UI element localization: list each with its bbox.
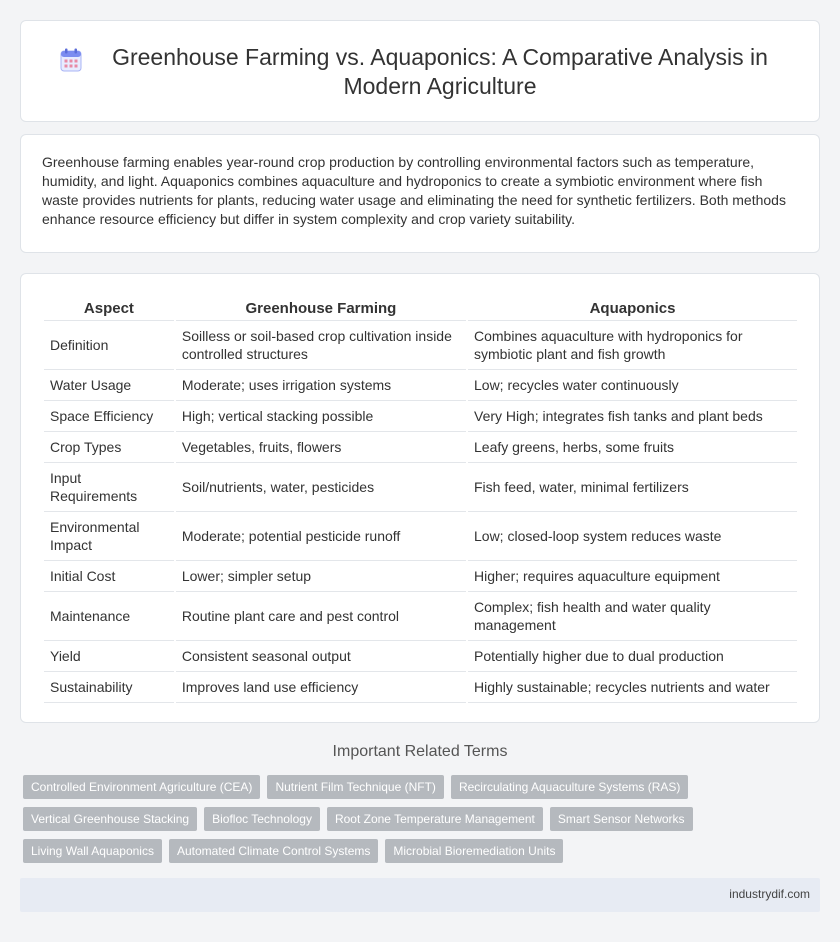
cell-aquaponics: Low; recycles water continuously	[468, 370, 797, 401]
cell-aspect: Input Requirements	[44, 463, 174, 512]
related-term-tag[interactable]: Biofloc Technology	[204, 807, 320, 831]
comparison-card	[20, 273, 820, 723]
related-term-tag[interactable]: Recirculating Aquaculture Systems (RAS)	[451, 775, 688, 799]
related-terms-title: Important Related Terms	[332, 743, 508, 760]
cell-greenhouse: Vegetables, fruits, flowers	[176, 432, 466, 463]
cell-aquaponics: Leafy greens, herbs, some fruits	[468, 432, 797, 463]
table-row	[44, 561, 797, 592]
cell-greenhouse: Routine plant care and pest control	[176, 592, 466, 641]
cell-aquaponics: Potentially higher due to dual production	[468, 641, 797, 672]
table-header-row	[44, 295, 797, 321]
tag-row	[23, 775, 823, 799]
cell-aspect: Crop Types	[44, 432, 174, 463]
cell-aspect: Definition	[44, 321, 174, 370]
cell-aspect: Environmental Impact	[44, 512, 174, 561]
intro-text: Greenhouse farming enables year-round crop production by controlling environmental factors such as temperature, humidity, and light. Aquaponics combines aquaculture and hydroponics to create a symbiotic environment where fish waste provides nutrients for plants, reducing water usage and eliminating the need for synthetic fertilizers. Both methods enhance resource efficiency but differ in system complexity and crop variety suitability.	[42, 154, 786, 227]
header-greenhouse: Greenhouse Farming	[176, 295, 466, 321]
cell-aquaponics: Fish feed, water, minimal fertilizers	[468, 463, 797, 512]
cell-greenhouse: High; vertical stacking possible	[176, 401, 466, 432]
table-row	[44, 370, 797, 401]
cell-greenhouse: Soilless or soil-based crop cultivation inside controlled structures	[176, 321, 466, 370]
cell-greenhouse: Soil/nutrients, water, pesticides	[176, 463, 466, 512]
header-aspect: Aspect	[44, 295, 174, 321]
cell-aquaponics: Combines aquaculture with hydroponics for symbiotic plant and fish growth	[468, 321, 797, 370]
cell-aquaponics: Highly sustainable; recycles nutrients and water	[468, 672, 797, 703]
title-card	[20, 20, 820, 122]
related-term-tag[interactable]: Microbial Bioremediation Units	[385, 839, 563, 863]
cell-aquaponics: Low; closed-loop system reduces waste	[468, 512, 797, 561]
table-row	[44, 592, 797, 641]
calendar-icon	[60, 48, 82, 72]
cell-aspect: Maintenance	[44, 592, 174, 641]
comparison-table	[42, 295, 799, 703]
cell-aspect: Sustainability	[44, 672, 174, 703]
related-term-tag[interactable]: Smart Sensor Networks	[550, 807, 693, 831]
table-row	[44, 463, 797, 512]
footer	[20, 878, 820, 912]
table-row	[44, 321, 797, 370]
related-terms-list	[23, 775, 823, 871]
footer-site[interactable]: industrydif.com	[729, 887, 810, 901]
cell-aquaponics: Higher; requires aquaculture equipment	[468, 561, 797, 592]
cell-greenhouse: Lower; simpler setup	[176, 561, 466, 592]
related-term-tag[interactable]: Nutrient Film Technique (NFT)	[267, 775, 444, 799]
related-term-tag[interactable]: Controlled Environment Agriculture (CEA)	[23, 775, 260, 799]
intro-card	[20, 134, 820, 253]
cell-aspect: Initial Cost	[44, 561, 174, 592]
table-row	[44, 672, 797, 703]
table-row	[44, 512, 797, 561]
header-aquaponics: Aquaponics	[468, 295, 797, 321]
tag-row	[23, 807, 823, 831]
cell-aquaponics: Complex; fish health and water quality management	[468, 592, 797, 641]
related-term-tag[interactable]: Automated Climate Control Systems	[169, 839, 378, 863]
cell-aspect: Space Efficiency	[44, 401, 174, 432]
cell-aspect: Water Usage	[44, 370, 174, 401]
related-term-tag[interactable]: Living Wall Aquaponics	[23, 839, 162, 863]
cell-greenhouse: Improves land use efficiency	[176, 672, 466, 703]
cell-aspect: Yield	[44, 641, 174, 672]
related-term-tag[interactable]: Root Zone Temperature Management	[327, 807, 543, 831]
table-row	[44, 432, 797, 463]
page-title: Greenhouse Farming vs. Aquaponics: A Comparative Analysis in Modern Agriculture	[112, 44, 768, 99]
cell-greenhouse: Moderate; potential pesticide runoff	[176, 512, 466, 561]
tag-row	[23, 839, 823, 863]
cell-greenhouse: Consistent seasonal output	[176, 641, 466, 672]
table-row	[44, 641, 797, 672]
cell-aquaponics: Very High; integrates fish tanks and plant beds	[468, 401, 797, 432]
table-row	[44, 401, 797, 432]
cell-greenhouse: Moderate; uses irrigation systems	[176, 370, 466, 401]
related-term-tag[interactable]: Vertical Greenhouse Stacking	[23, 807, 197, 831]
